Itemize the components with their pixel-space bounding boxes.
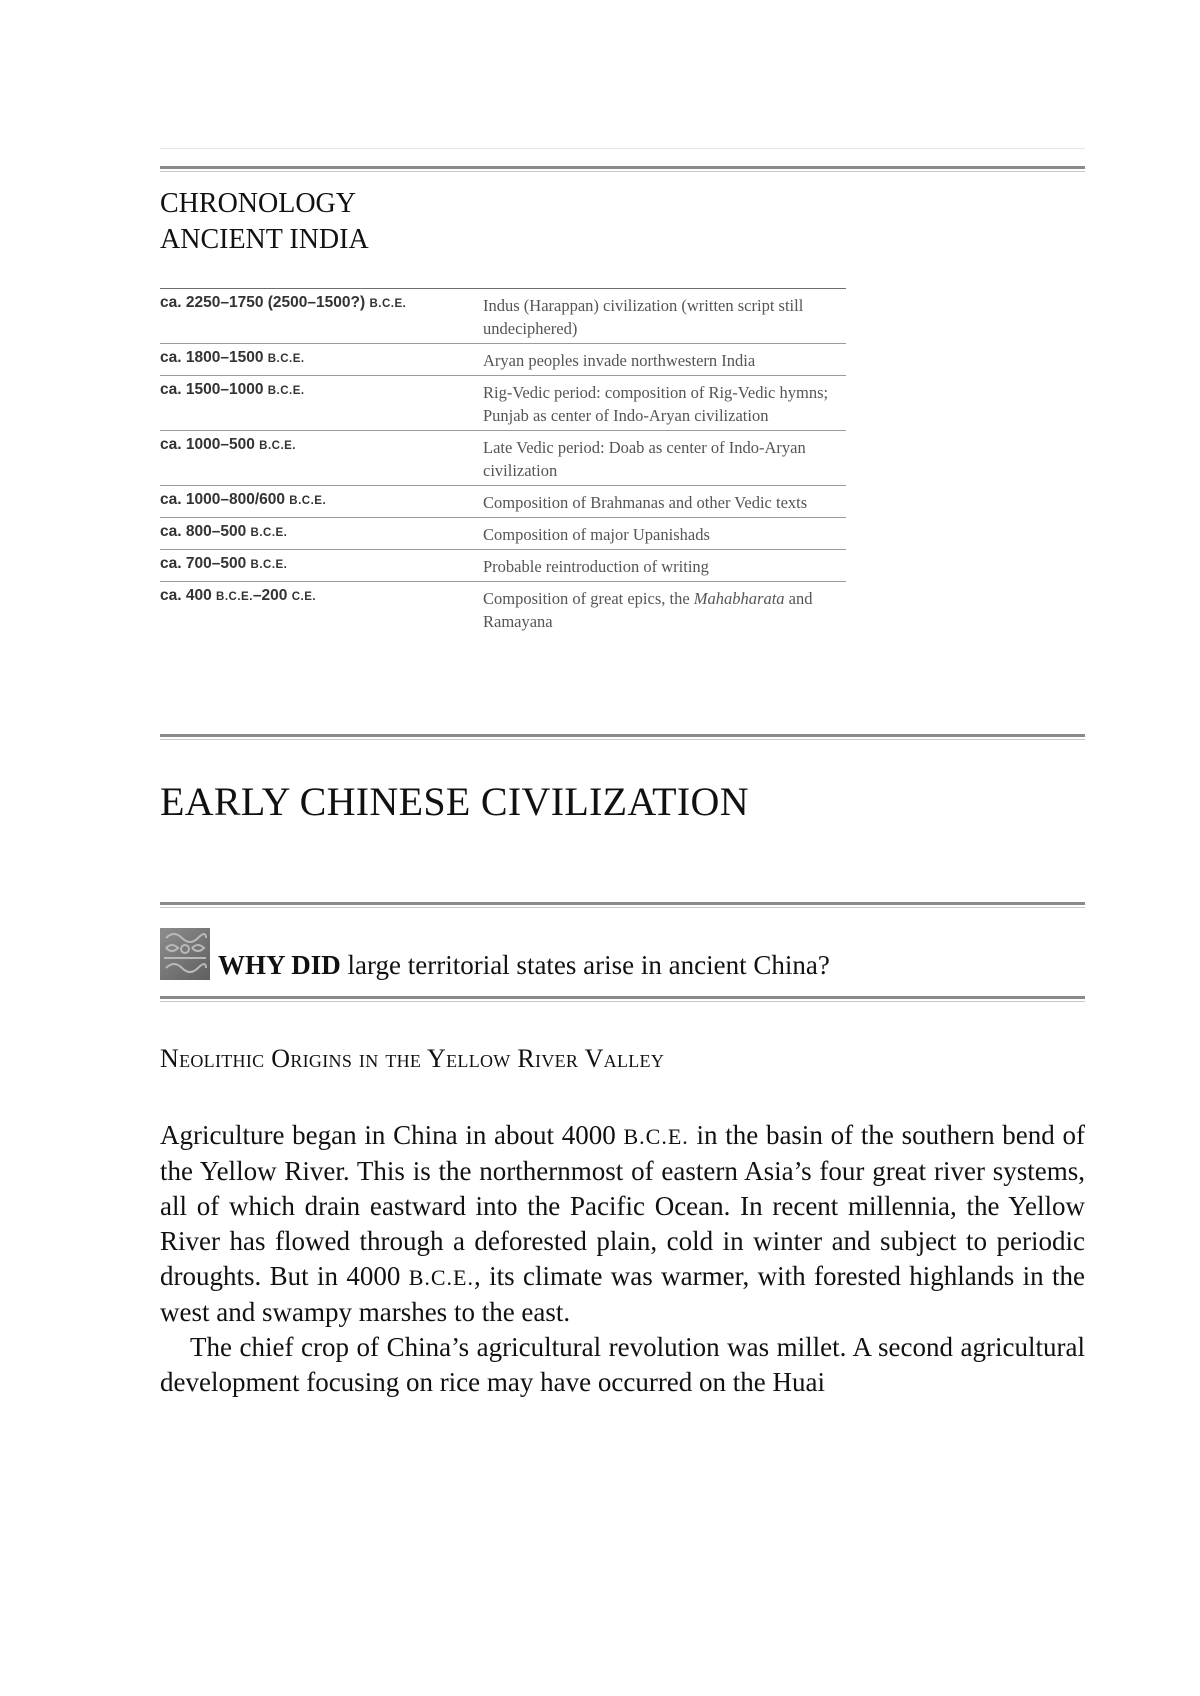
table-row bbox=[160, 344, 846, 376]
question-text: large territorial states arise in ancient China? bbox=[340, 950, 830, 980]
section-title: EARLY CHINESE CIVILIZATION bbox=[160, 779, 749, 824]
row-event: Probable reintroduction of writing bbox=[483, 550, 846, 582]
row-date: ca. 1000–800/600 bbox=[160, 491, 285, 508]
row-era: B.C.E. bbox=[267, 353, 305, 365]
row-event: Composition of major Upanishads bbox=[483, 518, 846, 550]
chronology-bottom-rule bbox=[160, 734, 1085, 737]
row-date: ca. 700–500 bbox=[160, 555, 247, 572]
row-event: Late Vedic period: Doab as center of Indo-Aryan civilization bbox=[483, 431, 846, 486]
row-event-text: Composition of great epics, the bbox=[483, 589, 694, 608]
chronology-table bbox=[160, 288, 846, 636]
question-lead: WHY DID bbox=[218, 950, 341, 980]
era-label: B.C.E. bbox=[408, 1265, 474, 1290]
row-event-text-end: and Ramayana bbox=[483, 589, 813, 631]
row-date-end: –200 bbox=[252, 587, 288, 604]
paragraph-text: , its climate was warmer, with forested highlands in the west and swampy marshes to the east. bbox=[160, 1261, 1085, 1327]
table-row bbox=[160, 582, 846, 637]
paragraph-text: in the basin of the southern bend of the Yellow River. This is the northernmost of eastern Asia’s four great river systems, all of which drain eastward into the Pacific Ocean. In recent millennia, the Yellow River has flowed through a deforested plain, cold in winter and subject to periodic droughts. But in 4000 bbox=[160, 1120, 1085, 1291]
question-top-rule bbox=[160, 902, 1085, 905]
row-event: Composition of Brahmanas and other Vedic texts bbox=[483, 486, 846, 518]
body-text bbox=[160, 1118, 1085, 1400]
row-event-italic: Mahabharata bbox=[693, 589, 785, 608]
table-row bbox=[160, 486, 846, 518]
chronology-top-rule bbox=[160, 166, 1085, 169]
row-event: Indus (Harappan) civilization (written script still undeciphered) bbox=[483, 289, 846, 344]
chronology-subtitle: ANCIENT INDIA bbox=[160, 224, 369, 255]
row-date: ca. 400 bbox=[160, 587, 212, 604]
top-faint-rule bbox=[160, 148, 1085, 149]
row-event bbox=[483, 582, 846, 637]
row-era: B.C.E. bbox=[259, 440, 297, 452]
table-row bbox=[160, 431, 846, 486]
row-date: ca. 800–500 bbox=[160, 523, 247, 540]
row-era: B.C.E. bbox=[250, 527, 288, 539]
paragraph-text: Agriculture began in China in about 4000 bbox=[160, 1120, 624, 1150]
row-era: B.C.E. bbox=[289, 495, 327, 507]
subsection-heading: Neolithic Origins in the Yellow River Valley bbox=[160, 1044, 665, 1073]
row-era: B.C.E. bbox=[369, 298, 407, 310]
chinese-motif-icon bbox=[160, 928, 210, 980]
row-event: Aryan peoples invade northwestern India bbox=[483, 344, 846, 376]
row-date: ca. 1500–1000 bbox=[160, 381, 264, 398]
row-era: B.C.E. bbox=[250, 559, 288, 571]
row-date: ca. 1000–500 bbox=[160, 436, 255, 453]
row-era-end: C.E. bbox=[291, 591, 317, 603]
paragraph-2: The chief crop of China’s agricultural revolution was millet. A second agricultural development focusing on rice may have occurred on the Huai bbox=[160, 1332, 1085, 1397]
chronology-title: CHRONOLOGY bbox=[160, 188, 356, 219]
row-date: ca. 2250–1750 (2500–1500?) bbox=[160, 294, 366, 311]
era-label: B.C.E. bbox=[623, 1124, 689, 1149]
focus-question bbox=[218, 950, 830, 981]
table-row bbox=[160, 289, 846, 344]
question-bottom-rule bbox=[160, 996, 1085, 999]
row-event: Rig-Vedic period: composition of Rig-Vedic hymns; Punjab as center of Indo-Aryan civilization bbox=[483, 376, 846, 431]
chronology-heading bbox=[160, 186, 369, 258]
table-row bbox=[160, 376, 846, 431]
table-row bbox=[160, 518, 846, 550]
table-row bbox=[160, 550, 846, 582]
row-era: B.C.E. bbox=[267, 385, 305, 397]
paragraph-1 bbox=[160, 1118, 1085, 1330]
row-date: ca. 1800–1500 bbox=[160, 349, 264, 366]
row-era: B.C.E. bbox=[216, 591, 253, 603]
